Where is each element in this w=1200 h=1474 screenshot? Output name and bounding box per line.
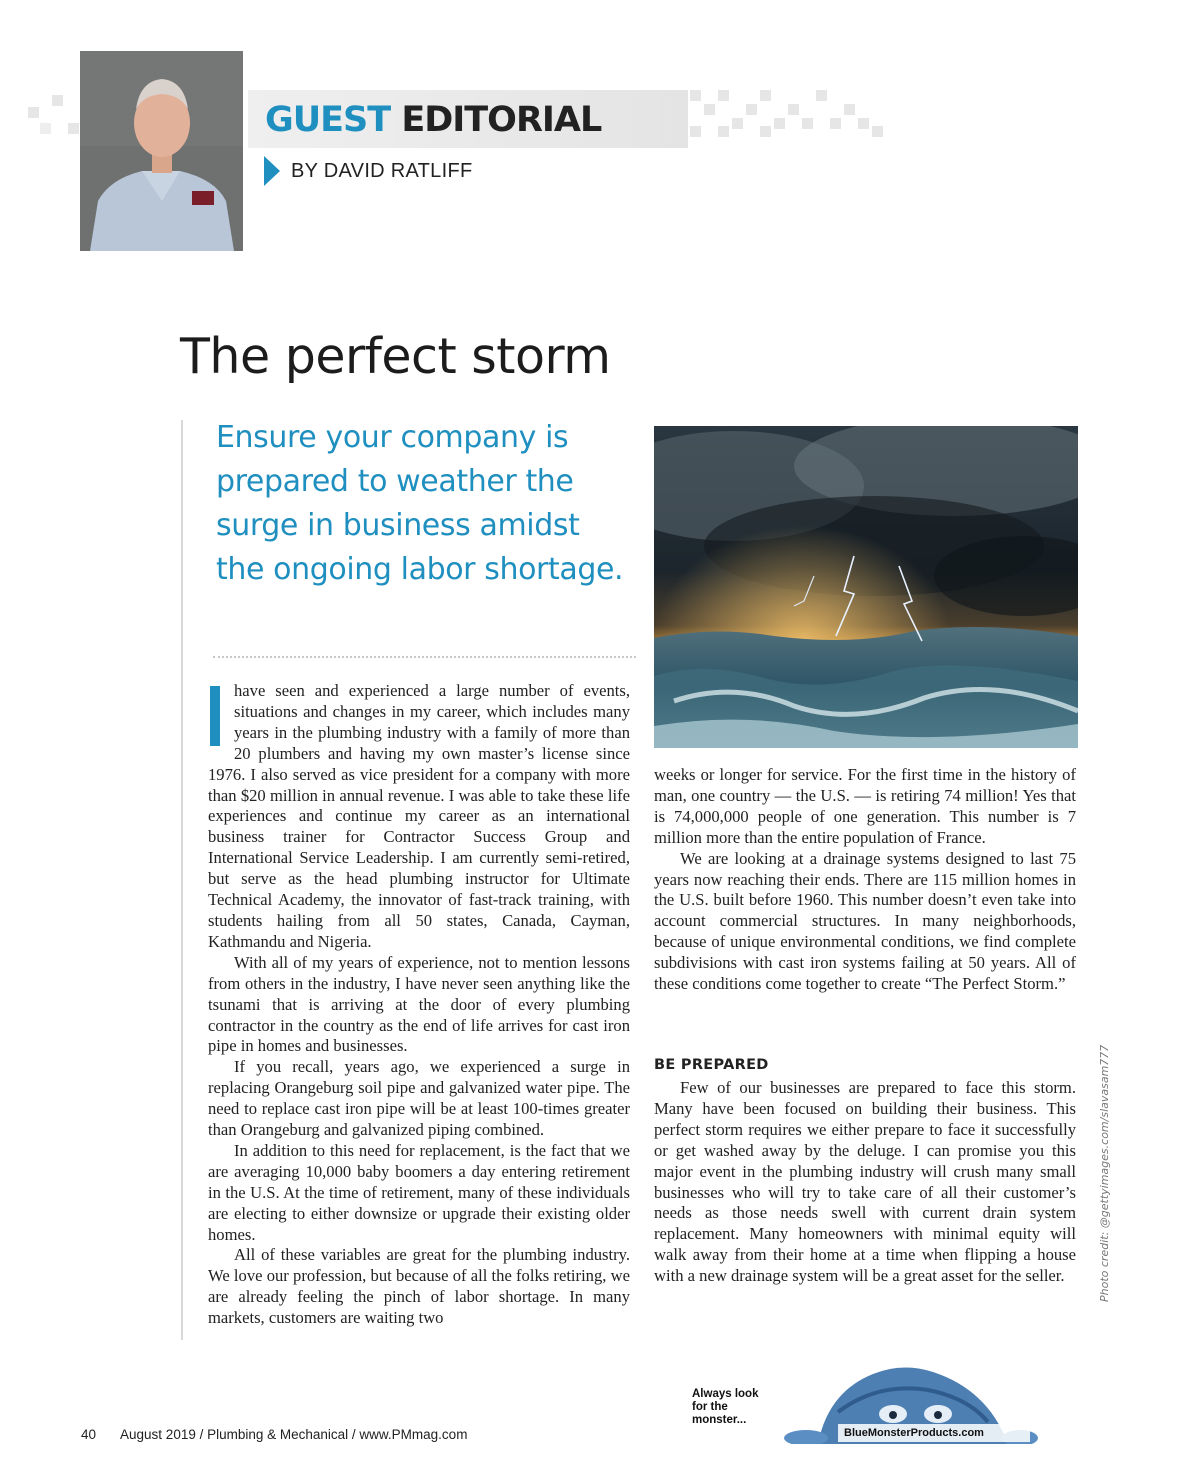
page-footer: [81, 1427, 467, 1442]
left-margin-rule: [181, 420, 183, 1340]
body-paragraph: All of these variables are great for the plumbing industry. We love our profession, but because of all the folks retiring, we are already feeling the pinch of labor shortage. In many markets, customers are waiting two: [208, 1245, 630, 1328]
article-deck: Ensure your company is prepared to weather the surge in business amidst the ongoing labor shortage.: [216, 420, 624, 587]
body-paragraph: weeks or longer for service. For the first time in the history of man, one country — the U.S. — is retiring 74 million! Yes that is 74,000,000 people of one generation. This number is 7 million more than the entire population of France.: [654, 765, 1076, 847]
body-paragraph: We are looking at a drainage systems designed to last 75 years now reaching their ends. There are 115 million homes in the U.S. built before 1960. This number doesn’t even take into account commercial structures. In many neighborhoods, because of unique environmental conditions, we find complete subdivisions with cast iron systems failing at 50 years. All of these conditions come together to create “The Perfect Storm.”: [654, 848, 1076, 994]
section-title-accent: GUEST: [265, 100, 391, 140]
ad-url-link[interactable]: BlueMonsterProducts.com: [844, 1427, 984, 1439]
ad-tagline: Always look for the monster...: [692, 1388, 759, 1426]
author-photo: [80, 51, 243, 251]
page-number: 40: [81, 1427, 97, 1442]
byline-arrow-icon: [264, 156, 280, 186]
body-paragraph: have seen and experienced a large number of events, situations and changes in my career, which includes many years in the plumbing industry with a family of more than 20 plumbers and having my own master’s license since 1976. I also served as vice president for a company with more than $20 million in annual revenue. I was able to take these life experiences and continue my career as an international business trainer for Contractor Success Group and International Service Leadership. I am currently semi-retired, but serve as the head plumbing instructor for Ultimate Technical Academy, the innovator of fast-track training, with students hailing from all 50 states, Canada, Cayman, Kathmandu and Nigeria.: [208, 681, 630, 951]
publication-info: / Plumbing & Mechanical / www.PMmag.com: [195, 1427, 468, 1442]
deck-divider: [213, 656, 636, 658]
storm-photo: [654, 426, 1078, 748]
issue-date: August 2019: [120, 1427, 196, 1442]
section-subhead: BE PREPARED: [654, 1057, 769, 1073]
body-column-left: [208, 681, 630, 1329]
body-paragraph: In addition to this need for replacement, is the fact that we are averaging 10,000 baby boomers a day entering retirement in the U.S. At the time of retirement, many of these individuals are electing to either downsize or upgrade their existing older homes.: [208, 1140, 630, 1244]
body-paragraph: If you recall, years ago, we experienced a surge in replacing Orangeburg soil pipe and galvanized water pipe. The need to replace cast iron pipe will be at least 100-times greater than Orangeburg and galvanized piping combined.: [208, 1057, 630, 1140]
blue-monster-ad[interactable]: [688, 1352, 1038, 1444]
byline-author: BY DAVID RATLIFF: [291, 159, 473, 182]
photo-credit: Photo credit: @gettyimages.com/slavasam777: [1098, 1044, 1111, 1302]
author-portrait-illustration: [80, 51, 243, 251]
body-paragraph: Few of our businesses are prepared to face this storm. Many have been focused on building their business. This perfect storm requires we either prepare to face it successfully or get washed away by the deluge. I can promise you this major event in the plumbing industry will crush many small businesses who will try to take care of all their customer’s needs as those needs swell with current drain system replacement. Many homeowners with minimal equity will walk away from their home at a time when flipping a house with a new drainage system will be a great asset for the seller.: [654, 1078, 1076, 1286]
body-column-right-top: [654, 765, 1076, 995]
body-column-right-bottom: [654, 1078, 1076, 1287]
article-headline: The perfect storm: [180, 328, 611, 385]
section-title: [265, 96, 601, 144]
section-title-main: EDITORIAL: [390, 100, 602, 140]
body-paragraph: With all of my years of experience, not to mention lessons from others in the industry, I have never seen anything like the tsunami that is arriving at the door of every plumbing contractor in the country as the end of life arrives for cast iron pipe in homes and businesses.: [208, 952, 630, 1056]
storm-seascape-illustration: [654, 426, 1078, 748]
dropcap-bar: [210, 686, 220, 746]
byline: [264, 155, 473, 187]
